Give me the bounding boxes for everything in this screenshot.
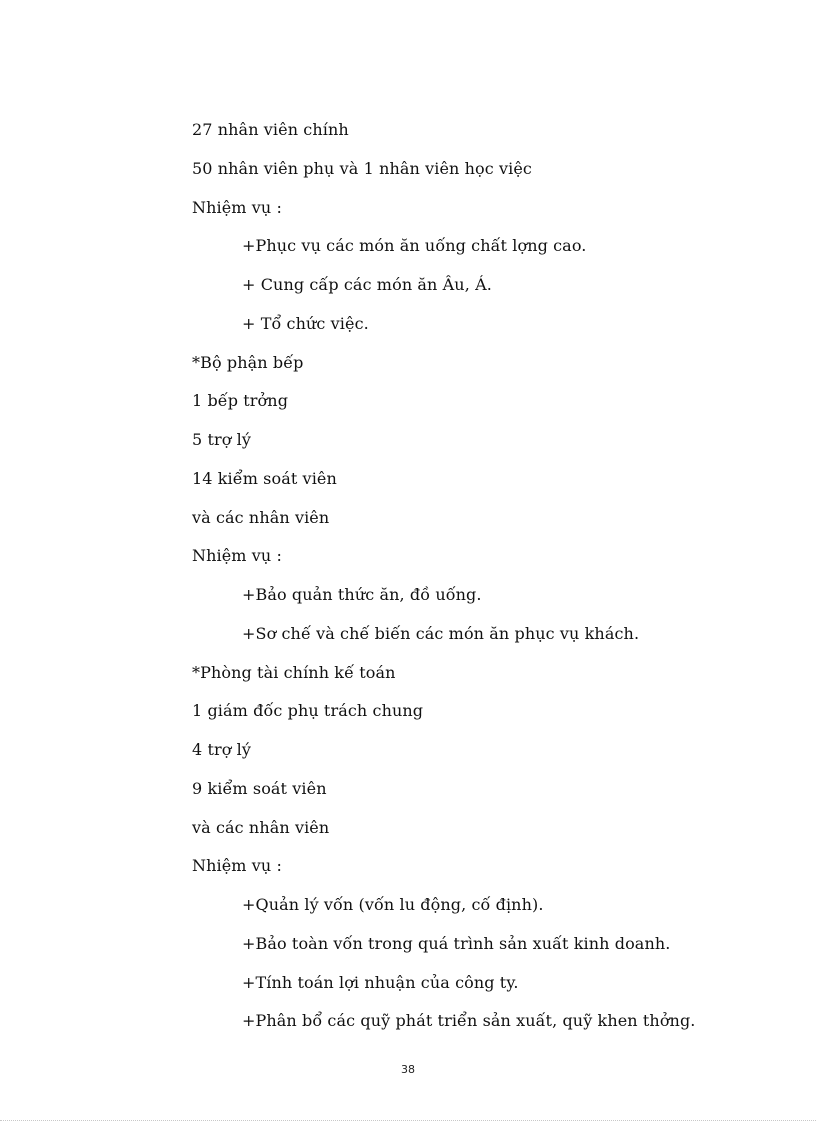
- text-line: 1 giám đốc phụ trách chung: [192, 701, 424, 721]
- page-number: 38: [401, 1063, 415, 1076]
- text-line: và các nhân viên: [192, 817, 330, 837]
- text-line: 1 bếp trởng: [192, 391, 289, 411]
- text-line: 4 trợ lý: [192, 740, 252, 759]
- text-body: [192, 118, 772, 1048]
- section-heading: *Bộ phận bếp: [192, 352, 304, 372]
- section-heading: *Phòng tài chính kế toán: [192, 662, 396, 682]
- text-line: 50 nhân viên phụ và 1 nhân viên học việc: [192, 158, 532, 178]
- text-line: và các nhân viên: [192, 507, 330, 527]
- bullet-line: + Cung cấp các món ăn Âu, Á.: [242, 275, 492, 294]
- bullet-line: +Bảo quản thức ăn, đồ uống.: [242, 585, 482, 604]
- bullet-line: + Tổ chức việc.: [242, 313, 369, 333]
- bullet-line: +Phân bổ các quỹ phát triển sản xuất, quỹ khen thởng.: [242, 1011, 696, 1031]
- page-bottom-divider: [0, 1120, 816, 1121]
- text-line: Nhiệm vụ :: [192, 856, 282, 876]
- bullet-line: +Tính toán lợi nhuận của công ty.: [242, 972, 519, 992]
- bullet-line: +Phục vụ các món ăn uống chất lợng cao.: [242, 236, 587, 256]
- bullet-line: +Sơ chế và chế biến các món ăn phục vụ khách.: [242, 623, 640, 643]
- text-line: Nhiệm vụ :: [192, 546, 282, 566]
- text-line: 14 kiểm soát viên: [192, 468, 337, 488]
- bullet-line: +Bảo toàn vốn trong quá trình sản xuất kinh doanh.: [242, 933, 671, 953]
- text-line: 5 trợ lý: [192, 430, 252, 449]
- text-line: 27 nhân viên chính: [192, 120, 349, 139]
- text-line: Nhiệm vụ :: [192, 197, 282, 217]
- bullet-line: +Quản lý vốn (vốn lu động, cố định).: [242, 895, 544, 914]
- text-line: 9 kiểm soát viên: [192, 778, 327, 798]
